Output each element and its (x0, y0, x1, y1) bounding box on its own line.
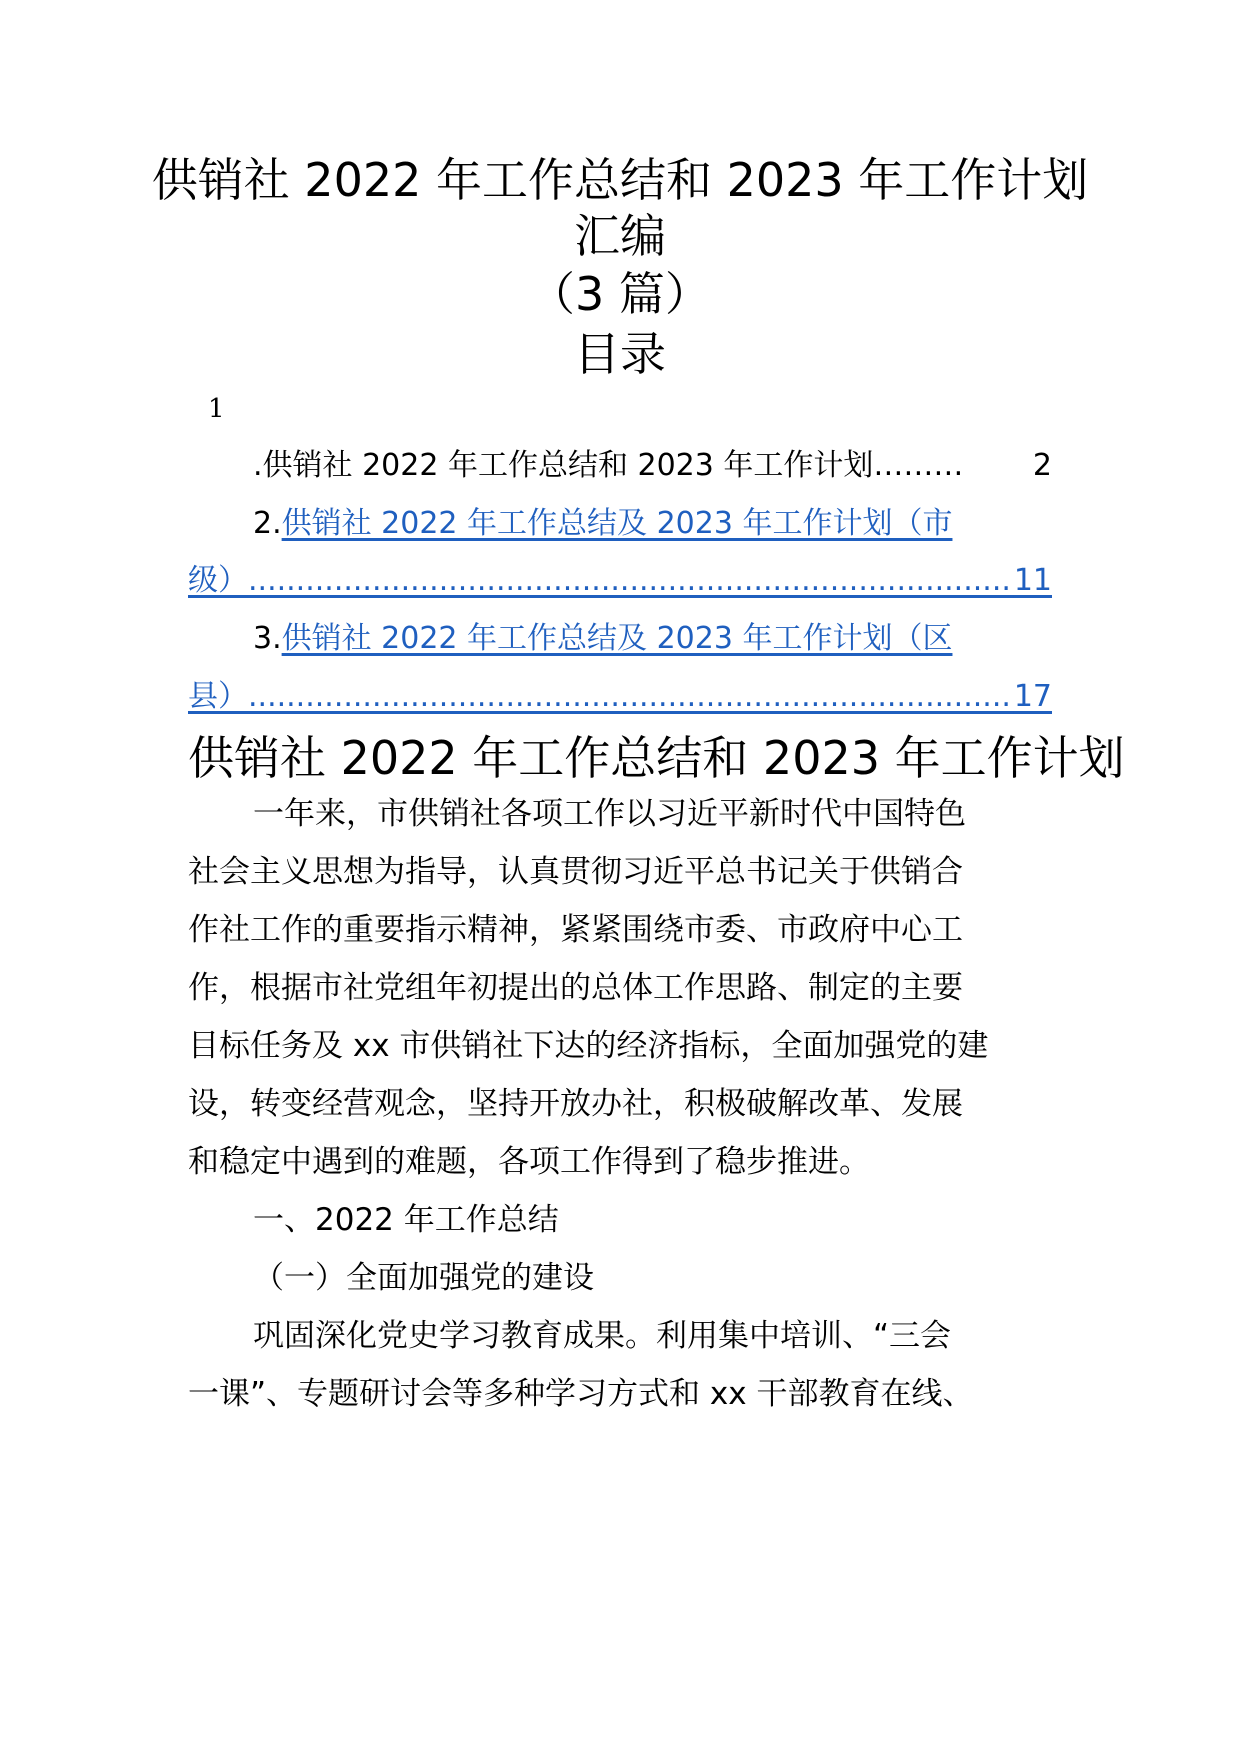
toc-item-3-leader-dots (248, 677, 1014, 717)
document-title-line-3: （3 篇） (529, 267, 711, 321)
toc-item-2-number: 2. (253, 506, 282, 541)
toc-item-3-page[interactable]: 17 (1013, 679, 1052, 714)
toc-item-2-link[interactable]: 供销社 2022 年工作总结及 2023 年工作计划（市 (281, 506, 953, 541)
paragraph-1-line-3: 作社工作的重要指示精神，紧紧围绕市委、市政府中心工 (188, 912, 963, 948)
toc-item-1-text[interactable]: .供销社 2022 年工作总结和 2023 年工作计划……… (253, 448, 964, 483)
toc-item-3-link-continued[interactable]: 县） (188, 679, 248, 714)
document-title-line-1: 供销社 2022 年工作总结和 2023 年工作计划 (151, 153, 1089, 207)
toc-item-3-line-1[interactable] (253, 619, 1052, 659)
toc-item-2-page[interactable]: 11 (1013, 563, 1052, 598)
toc-page-marker: 1 (208, 394, 225, 424)
paragraph-1-line-1: 一年来，市供销社各项工作以习近平新时代中国特色 (253, 796, 966, 832)
paragraph-2-line-2: 一课”、专题研讨会等多种学习方式和 xx 干部教育在线、 (188, 1376, 974, 1412)
section-title: 供销社 2022 年工作总结和 2023 年工作计划 (188, 731, 1125, 785)
toc-item-3-link[interactable]: 供销社 2022 年工作总结及 2023 年工作计划（区 (281, 621, 953, 656)
paragraph-1-line-5: 目标任务及 xx 市供销社下达的经济指标，全面加强党的建 (188, 1028, 989, 1064)
heading-level-1: 一、2022 年工作总结 (253, 1202, 559, 1238)
document-title-line-2: 汇编 (574, 209, 666, 263)
toc-item-2-link-continued[interactable]: 级） (188, 563, 248, 598)
toc-item-2-line-2[interactable] (188, 561, 1052, 601)
toc-item-1[interactable] (253, 446, 1052, 486)
paragraph-2-line-1: 巩固深化党史学习教育成果。利用集中培训、“三会 (253, 1318, 952, 1354)
paragraph-1-line-4: 作，根据市社党组年初提出的总体工作思路、制定的主要 (188, 970, 963, 1006)
paragraph-1-line-6: 设，转变经营观念，坚持开放办社，积极破解改革、发展 (188, 1086, 963, 1122)
toc-item-1-page[interactable]: 2 (1032, 448, 1052, 483)
heading-level-2: （一）全面加强党的建设 (253, 1260, 594, 1296)
toc-item-3-line-2[interactable] (188, 677, 1052, 717)
paragraph-1-line-2: 社会主义思想为指导，认真贯彻习近平总书记关于供销合 (188, 854, 963, 890)
paragraph-1-line-7: 和稳定中遇到的难题，各项工作得到了稳步推进。 (188, 1144, 870, 1180)
toc-item-2-line-1[interactable] (253, 504, 1052, 544)
toc-item-3-number: 3. (253, 621, 282, 656)
toc-heading: 目录 (574, 327, 666, 381)
toc-item-2-leader-dots (248, 561, 1014, 601)
